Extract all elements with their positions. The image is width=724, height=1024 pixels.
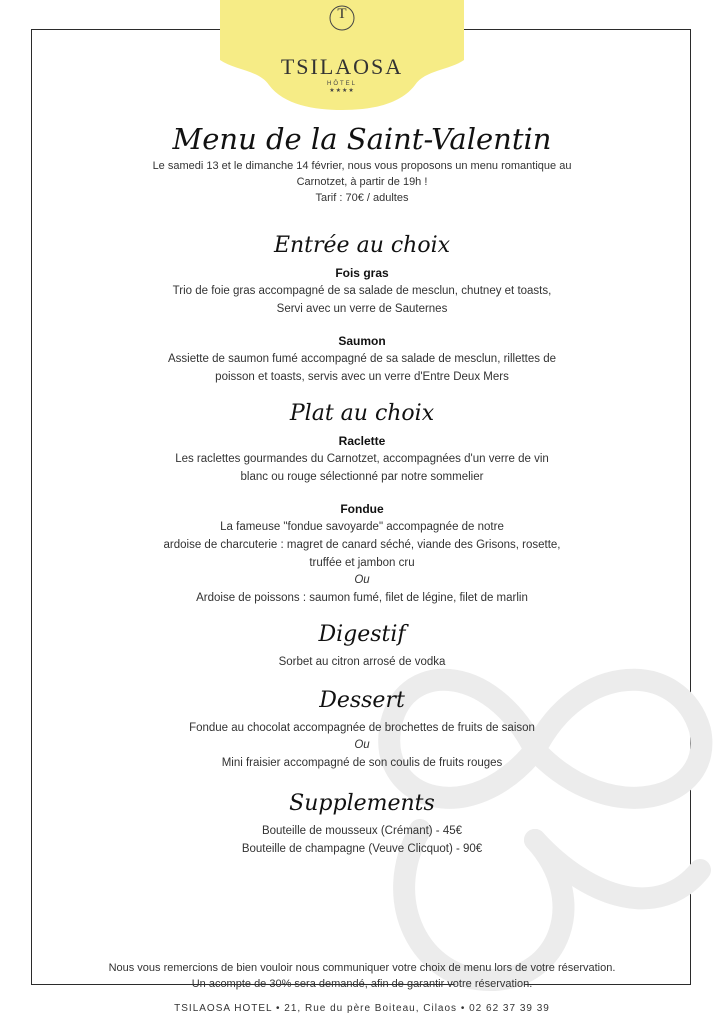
dish-description: ardoise de charcuterie : magret de canard séché, viande des Grisons, rosette, (163, 539, 561, 551)
dish-description: poisson et toasts, servis avec un verre d'Entre Deux Mers (215, 371, 509, 383)
hotel-address: TSILAOSA HOTEL • 21, Rue du père Boiteau, Cilaos • 02 62 37 39 39 (174, 1003, 550, 1014)
dish-description: truffée et jambon cru (309, 557, 415, 569)
section-title-digestif: Digestif (318, 622, 406, 647)
section-title-plat: Plat au choix (289, 401, 435, 426)
dish-item (60, 264, 664, 318)
logo-monogram: T (337, 6, 347, 22)
dessert-description: Mini fraisier accompagné de son coulis de fruits rouges (221, 757, 503, 769)
section-title-dessert: Dessert (319, 688, 405, 713)
supplement-line: Bouteille de mousseux (Crémant) - 45€ (261, 825, 463, 837)
or-separator: Ou (354, 739, 370, 751)
dish-description: blanc ou rouge sélectionné par notre sommelier (240, 471, 484, 483)
dish-item (60, 500, 664, 607)
dish-item (60, 332, 664, 386)
dish-description: Les raclettes gourmandes du Carnotzet, accompagnées d'un verre de vin (175, 453, 549, 465)
dish-name: Raclette (338, 434, 386, 448)
dish-description: Ardoise de poissons : saumon fumé, filet de légine, filet de marlin (196, 592, 528, 604)
dish-name: Fondue (340, 502, 384, 516)
dish-description: Assiette de saumon fumé accompagné de sa salade de mesclun, rillettes de (167, 353, 557, 365)
section-title-supplements: Supplements (289, 791, 435, 816)
menu-title: Menu de la Saint-Valentin (172, 122, 552, 156)
reservation-note (60, 960, 664, 992)
intro-line: Carnotzet, à partir de 19h ! (296, 176, 428, 188)
logo-subtitle: HÔTEL (326, 81, 357, 87)
dish-description: Servi avec un verre de Sauternes (276, 303, 448, 315)
digestif-description: Sorbet au citron arrosé de vodka (278, 656, 446, 668)
dish-name: Fois gras (335, 266, 389, 280)
intro-line: Le samedi 13 et le dimanche 14 février, nous vous proposons un menu romantique au (152, 160, 572, 172)
reservation-note-line: Nous vous remercions de bien vouloir nous communiquer votre choix de menu lors de votre réservation. (108, 962, 616, 974)
price-line: Tarif : 70€ / adultes (315, 192, 409, 204)
dish-description: Trio de foie gras accompagné de sa salade de mesclun, chutney et toasts, (172, 285, 552, 297)
dessert-description: Fondue au chocolat accompagnée de brochettes de fruits de saison (189, 722, 535, 734)
logo-stars: ★★★★ (329, 88, 355, 94)
hotel-logo (220, 0, 464, 120)
or-separator: Ou (354, 574, 370, 586)
supplement-line: Bouteille de champagne (Veuve Clicquot) - 90€ (241, 843, 483, 855)
dish-item (60, 432, 664, 486)
dish-name: Saumon (338, 334, 386, 348)
logo-name: TSILAOSA (280, 54, 404, 79)
section-title-entree: Entrée au choix (273, 233, 451, 258)
menu-content (60, 118, 664, 858)
reservation-note-line: Un acompte de 30% sera demandé, afin de garantir votre réservation. (191, 978, 533, 990)
dish-description: La fameuse "fondue savoyarde" accompagnée de notre (220, 521, 504, 533)
intro-text (60, 158, 664, 206)
